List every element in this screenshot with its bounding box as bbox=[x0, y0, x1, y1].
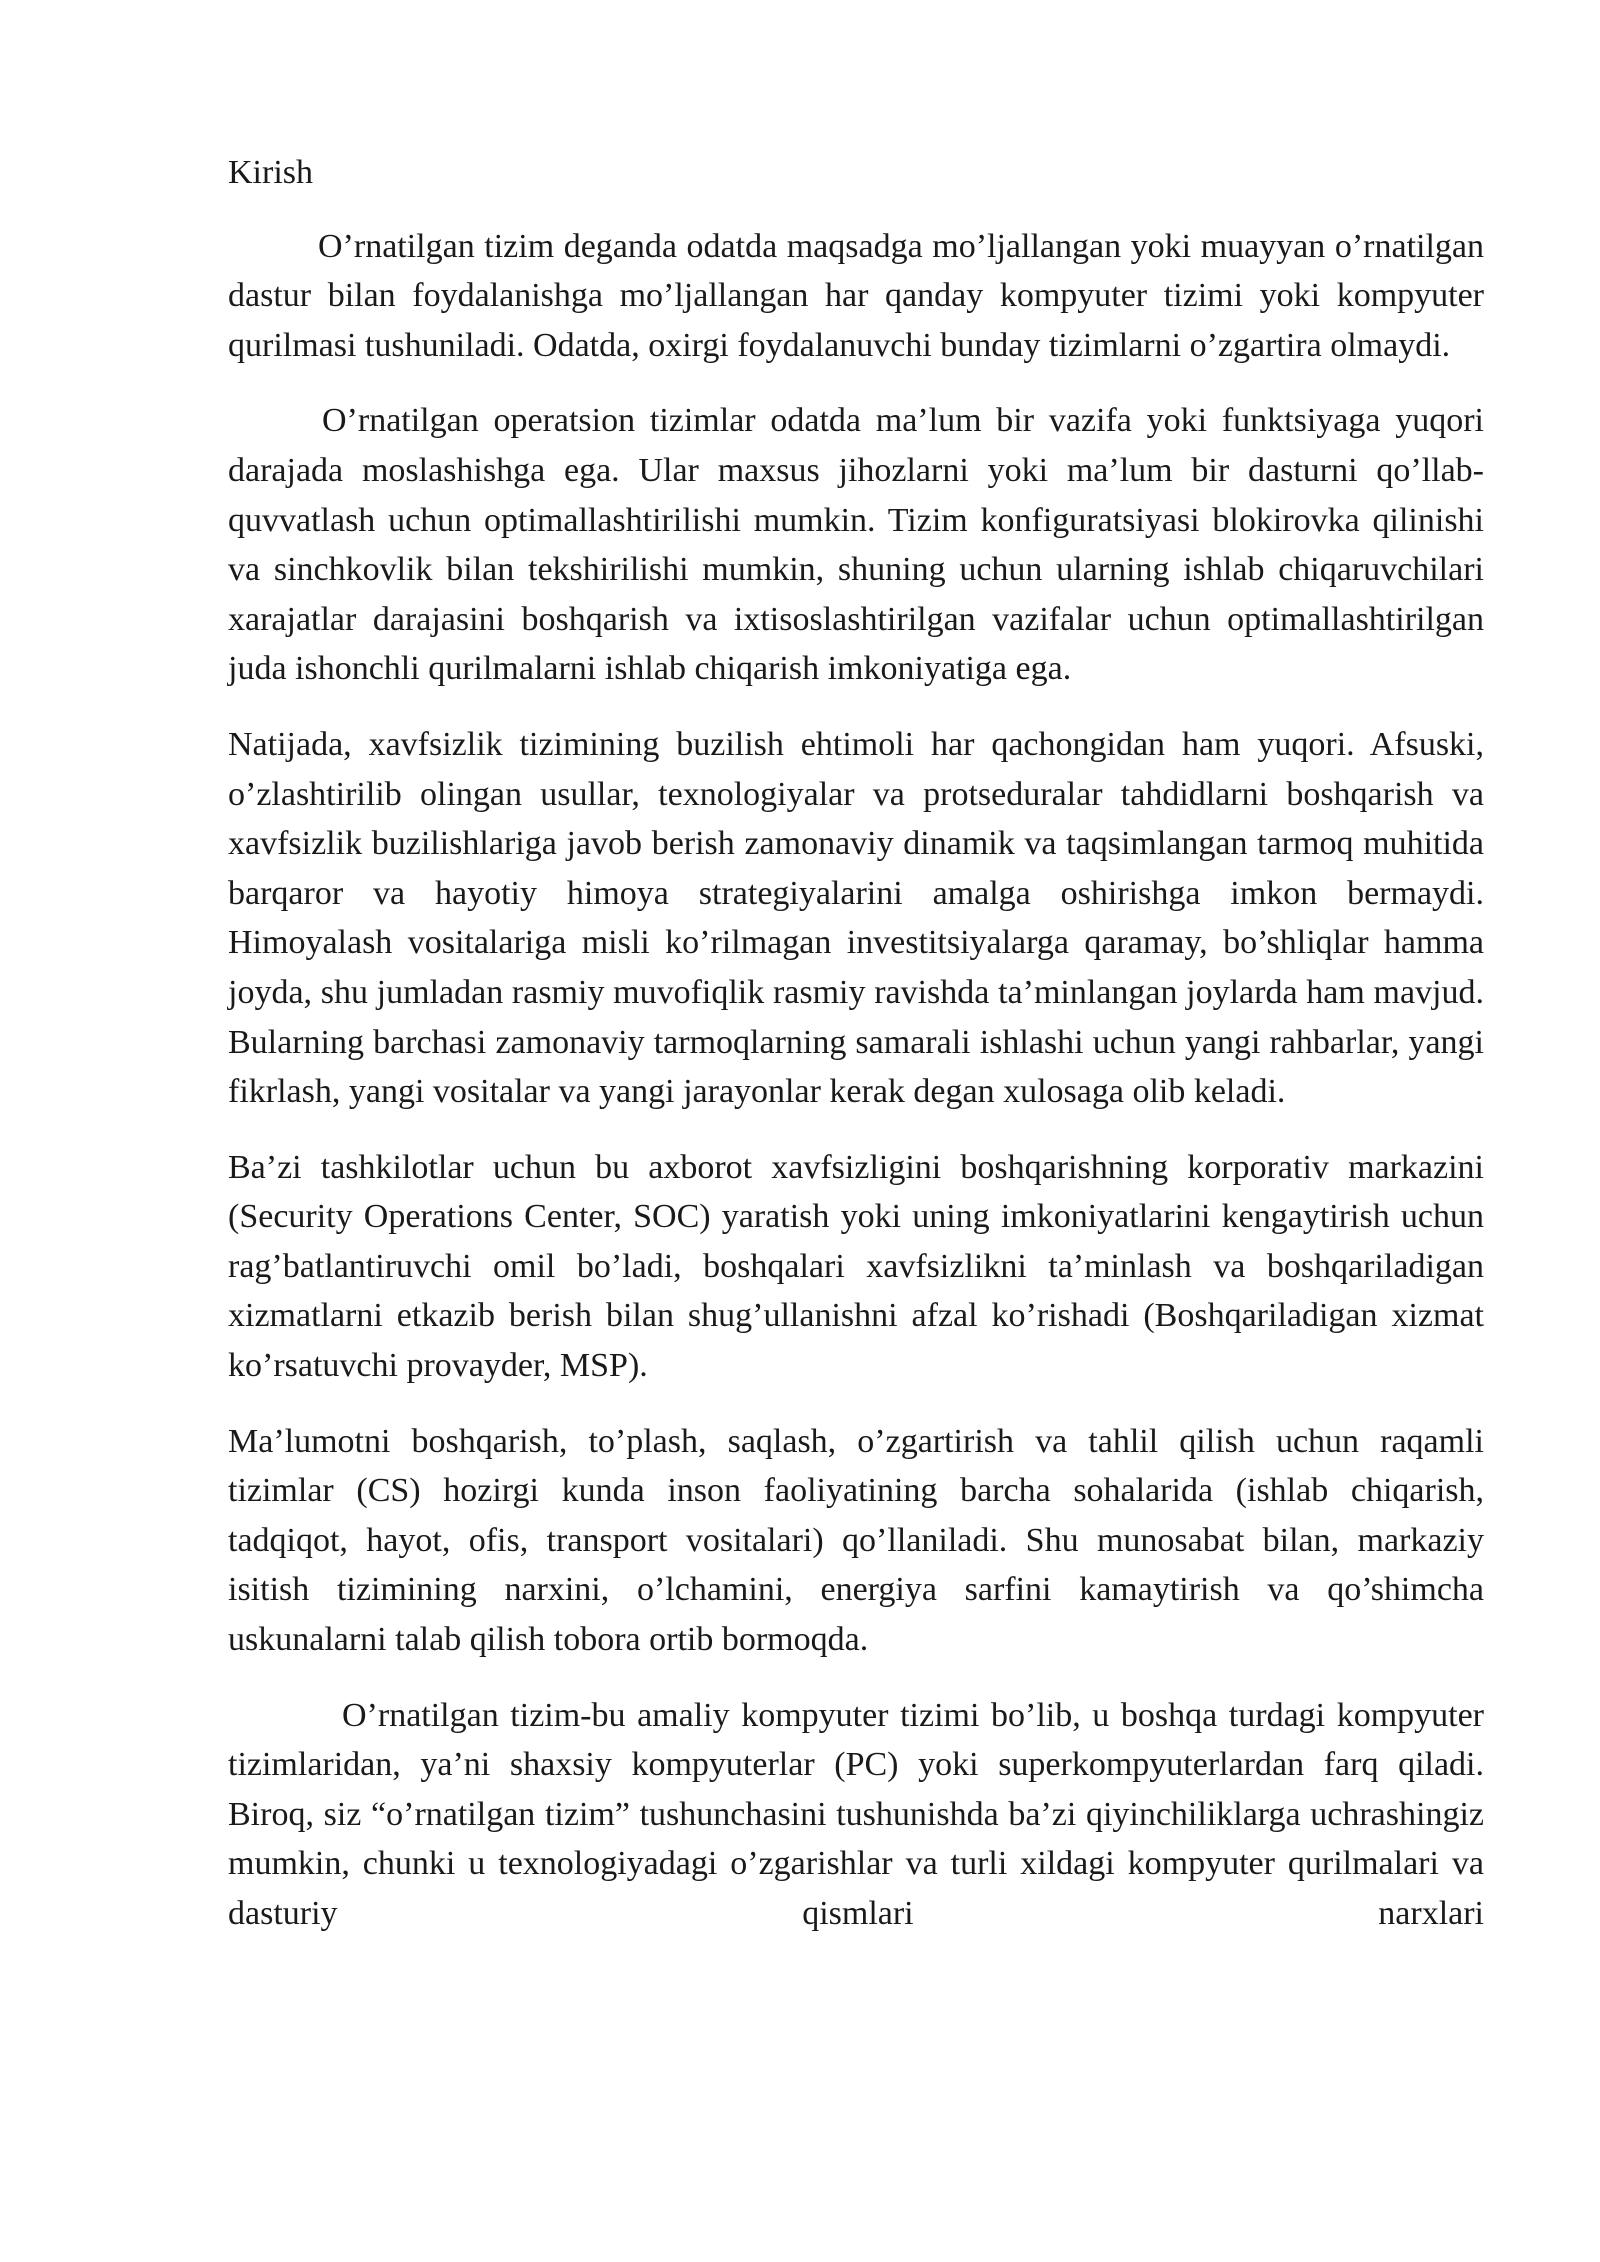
paragraph: Ma’lumotni boshqarish, to’plash, saqlash, o’zgartirish va tahlil qilish uchun raqamli tizimlar (CS) hozirgi kunda inson faoliyatining barcha sohalarida (ishlab chiqarish, tadqiqot, hayot, ofis, transport vositalari) qo’llaniladi. Shu munosabat bilan, markaziy isitish tizimining narxini, o’lchamini, energiya sarfini kamaytirish va qo’shimcha uskunalarni talab qilish tobora ortib bormoqda. bbox=[228, 1422, 1484, 1659]
section-heading: Kirish bbox=[228, 154, 313, 191]
paragraph: O’rnatilgan tizim-bu amaliy kompyuter tizimi bo’lib, u boshqa turdagi kompyuter tizimlaridan, ya’ni shaxsiy kompyuterlar (PC) yoki superkompyuterlardan farq qiladi. Biroq, siz “o’rnatilgan tizim” tushunchasini tushunishda ba’zi qiyinchiliklarga uchrashingiz mumkin, chunki u texnologiyadagi o’zgarishlar va turli xildagi kompyuter qurilmalari va dasturiy qismlari narxlari bbox=[228, 1696, 1484, 1932]
paragraph: O’rnatilgan operatsion tizimlar odatda ma’lum bir vazifa yoki funktsiyaga yuqori darajada moslashishga ega. Ular maxsus jihozlarni yoki ma’lum bir dasturni qo’llab-quvvatlash uchun optimallashtirilishi mumkin. Tizim konfiguratsiyasi blokirovka qilinishi va sinchkovlik bilan tekshirilishi mumkin, shuning uchun ularning ishlab chiqaruvchilari xarajatlar darajasini boshqarish va ixtisoslashtirilgan vazifalar uchun optimallashtirilgan juda ishonchli qurilmalarni ishlab chiqarish imkoniyatiga ega. bbox=[228, 402, 1484, 688]
paragraph: Natijada, xavfsizlik tizimining buzilish ehtimoli har qachongidan ham yuqori. Afsuski, o’zlashtirilib olingan usullar, texnologiyalar va protseduralar tahdidlarni boshqarish va xavfsizlik buzilishlariga javob berish zamonaviy dinamik va taqsimlangan tarmoq muhitida barqaror va hayotiy himoya strategiyalarini amalga oshirishga imkon bermaydi. Himoyalash vositalariga misli ko’rilmagan investitsiyalarga qaramay, bo’shliqlar hamma joyda, shu jumladan rasmiy muvofiqlik rasmiy ravishda ta’minlangan joylarda ham mavjud. Bularning barchasi zamonaviy tarmoqlarning samarali ishlashi uchun yangi rahbarlar, yangi fikrlash, yangi vositalar va yangi jarayonlar kerak degan xulosaga olib keladi. bbox=[228, 725, 1484, 1111]
paragraph: Ba’zi tashkilotlar uchun bu axborot xavfsizligini boshqarishning korporativ markazini (Security Operations Center, SOC) yaratish yoki uning imkoniyatlarini kengaytirish uchun rag’batlantiruvchi omil bo’ladi, boshqalari xavfsizlikni ta’minlash va boshqariladigan xizmatlarni etkazib berish bilan shug’ullanishni afzal ko’rishadi (Boshqariladigan xizmat ko’rsatuvchi provayder, MSP). bbox=[228, 1148, 1484, 1385]
paragraph: O’rnatilgan tizim deganda odatda maqsadga mo’ljallangan yoki muayyan o’rnatilgan dastur bilan foydalanishga mo’ljallangan har qanday kompyuter tizimi yoki kompyuter qurilmasi tushuniladi. Odatda, oxirgi foydalanuvchi bunday tizimlarni o’zgartira olmaydi. bbox=[228, 227, 1484, 364]
document-page bbox=[228, 148, 1484, 1939]
